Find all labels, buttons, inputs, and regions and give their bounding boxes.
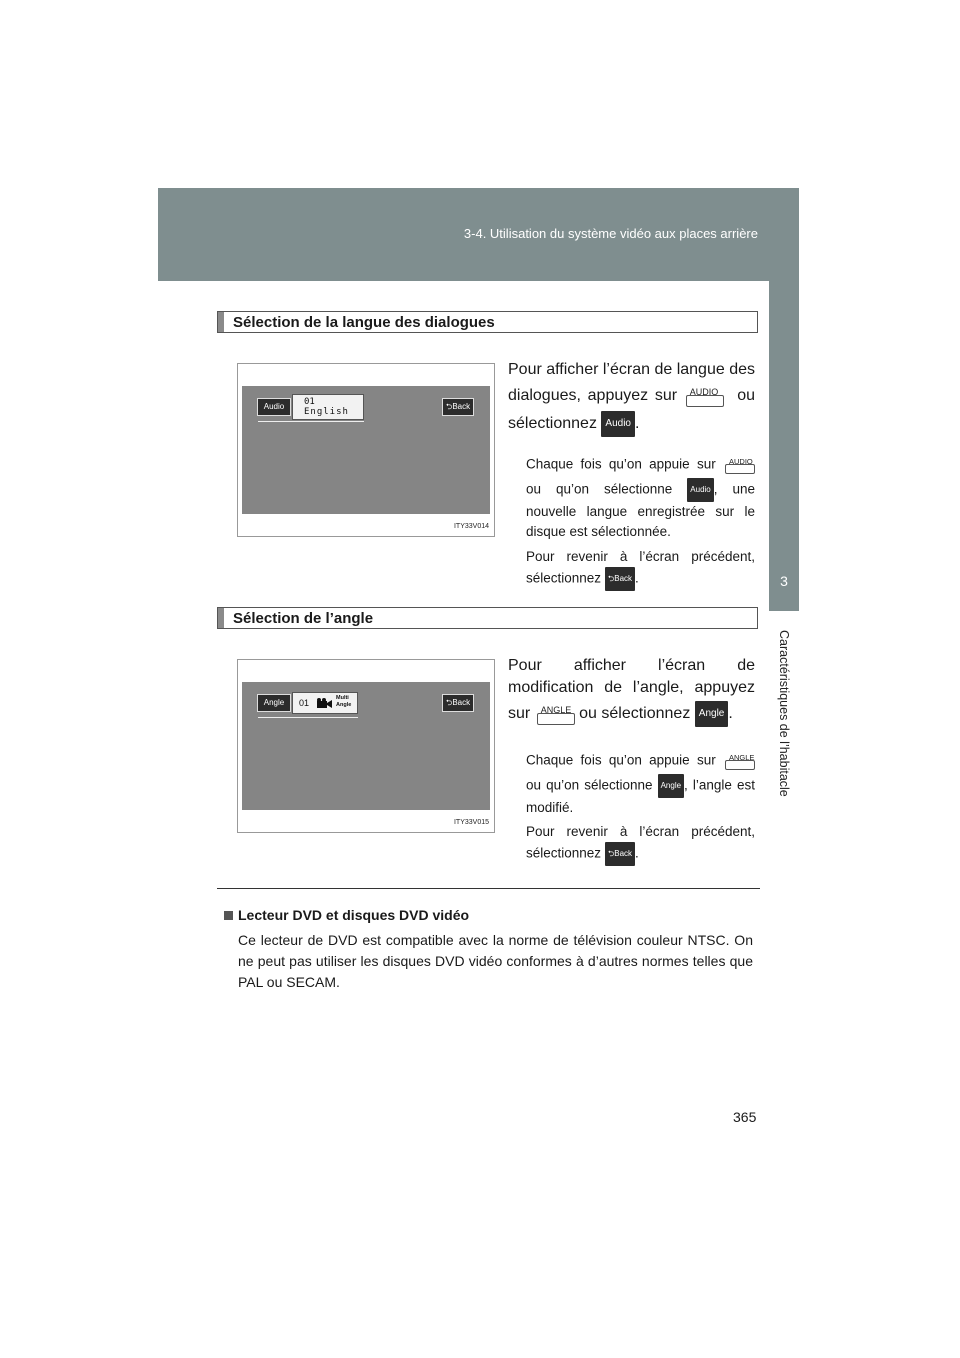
page-number: 365 bbox=[733, 1109, 757, 1125]
audio-instructions bbox=[508, 359, 755, 437]
angle-screen-illustration bbox=[237, 659, 495, 833]
angle-inline-button-icon: Angle bbox=[695, 701, 729, 727]
section-title-angle bbox=[217, 607, 758, 629]
audio-para-middle: ou sélectionnez bbox=[508, 387, 756, 433]
angle-hw-label-small: ANGLE bbox=[728, 753, 755, 762]
angle-note2-text: Pour revenir à l’écran précédent, sélectionnez bbox=[526, 824, 755, 861]
key-shape bbox=[725, 760, 755, 770]
angle-hardware-button-icon bbox=[535, 699, 575, 729]
chapter-side-label bbox=[767, 630, 801, 830]
audio-note2-text: Pour revenir à l’écran précédent, sélectionnez bbox=[526, 549, 755, 586]
audio-note2-after: . bbox=[635, 570, 639, 586]
angle-note-2 bbox=[526, 822, 755, 866]
note-title-text: Lecteur DVD et disques DVD vidéo bbox=[238, 907, 470, 923]
back-inline-button-icon: ⮌Back bbox=[605, 842, 635, 866]
audio-inline-button-icon: Audio bbox=[601, 411, 635, 437]
audio-hw-label: AUDIO bbox=[689, 387, 719, 397]
multi-angle-label bbox=[336, 695, 351, 709]
header-title: 3-4. Utilisation du système vidéo aux places arrière bbox=[463, 226, 758, 241]
angle-value: 01 bbox=[299, 698, 310, 708]
angle-inline-button-icon-small: Angle bbox=[658, 774, 684, 798]
audio-hw-label-small: AUDIO bbox=[728, 457, 753, 466]
screen-display bbox=[242, 682, 490, 810]
audio-track-number: 01 bbox=[304, 397, 315, 407]
key-shape bbox=[686, 395, 724, 407]
section-title-angle-text: Sélection de l’angle bbox=[233, 610, 374, 627]
back-label: Back bbox=[452, 402, 471, 411]
angle-note1-text: Chaque fois qu’on appuie sur bbox=[526, 752, 716, 768]
section-bar bbox=[218, 608, 224, 628]
chapter-title: Caractéristiques de l’habitacle bbox=[777, 630, 791, 797]
audio-info-box bbox=[292, 394, 364, 420]
camera-icon bbox=[315, 698, 333, 709]
side-tab-upper bbox=[769, 281, 799, 551]
audio-note1-middle: ou qu’on sélectionne bbox=[526, 481, 673, 497]
angle-info-box bbox=[292, 692, 358, 714]
angle-hw-label: ANGLE bbox=[540, 705, 572, 715]
key-shape bbox=[537, 713, 575, 725]
screen-display bbox=[242, 386, 490, 514]
key-shape bbox=[725, 464, 755, 474]
angle-note-1 bbox=[526, 748, 755, 818]
audio-para-end: . bbox=[634, 415, 640, 433]
angle-para-text: Pour afficher l’écran de modification de l’angle, appuyez sur bbox=[508, 657, 755, 723]
audio-note-2 bbox=[526, 547, 755, 591]
angle-para-middle: ou sélectionnez bbox=[579, 705, 691, 723]
audio-screen-illustration bbox=[237, 363, 495, 537]
divider bbox=[258, 421, 364, 422]
angle-note2-after: . bbox=[635, 845, 639, 861]
angle-note1-after: , l’angle est modifié. bbox=[526, 777, 755, 815]
note-title bbox=[224, 907, 469, 923]
angle-screen-button: Angle bbox=[257, 694, 291, 712]
section-divider bbox=[217, 888, 760, 889]
back-arrow-icon: ⮌ bbox=[445, 698, 453, 707]
audio-inline-button-icon-small: Audio bbox=[687, 478, 713, 502]
section-title-audio-text: Sélection de la langue des dialogues bbox=[233, 314, 495, 331]
image-id: ITY33V014 bbox=[453, 523, 489, 530]
angle-para-end: . bbox=[728, 705, 733, 723]
angle-label: Angle bbox=[336, 702, 352, 708]
section-bar bbox=[218, 312, 224, 332]
back-label: Back bbox=[452, 698, 471, 707]
back-label: Back bbox=[614, 849, 633, 858]
audio-hardware-button-icon-small bbox=[723, 452, 755, 478]
audio-language: English bbox=[304, 407, 349, 417]
square-bullet-icon bbox=[224, 911, 233, 920]
back-inline-button-icon: ⮌Back bbox=[605, 567, 635, 591]
back-screen-button bbox=[442, 398, 474, 416]
back-label: Back bbox=[614, 574, 633, 583]
audio-note1-text: Chaque fois qu’on appuie sur bbox=[526, 456, 716, 472]
divider bbox=[258, 717, 358, 718]
back-arrow-icon: ⮌ bbox=[445, 402, 453, 411]
note-body: Ce lecteur de DVD est compatible avec la norme de télévision couleur NTSC. On ne peut pas utiliser les disques DVD vidéo conformes à d’autres normes telles que PAL ou SECAM. bbox=[238, 932, 753, 990]
chapter-number: 3 bbox=[769, 551, 799, 611]
chapter-header bbox=[158, 188, 799, 281]
audio-screen-button: Audio bbox=[257, 398, 291, 416]
audio-note1-after: , une nouvelle langue enregistrée sur le disque est sélectionnée. bbox=[526, 481, 755, 539]
angle-hardware-button-icon-small bbox=[723, 748, 755, 774]
audio-para-text: Pour afficher l’écran de langue des dialogues, appuyez sur bbox=[508, 361, 755, 405]
multi-label: Multi bbox=[336, 695, 349, 701]
image-id: ITY33V015 bbox=[453, 819, 489, 826]
audio-note-1 bbox=[526, 452, 755, 542]
audio-hardware-button-icon bbox=[684, 381, 724, 411]
section-title-audio bbox=[217, 311, 758, 333]
angle-instructions bbox=[508, 655, 755, 729]
angle-note1-middle: ou qu’on sélectionne bbox=[526, 777, 653, 793]
back-screen-button bbox=[442, 694, 474, 712]
